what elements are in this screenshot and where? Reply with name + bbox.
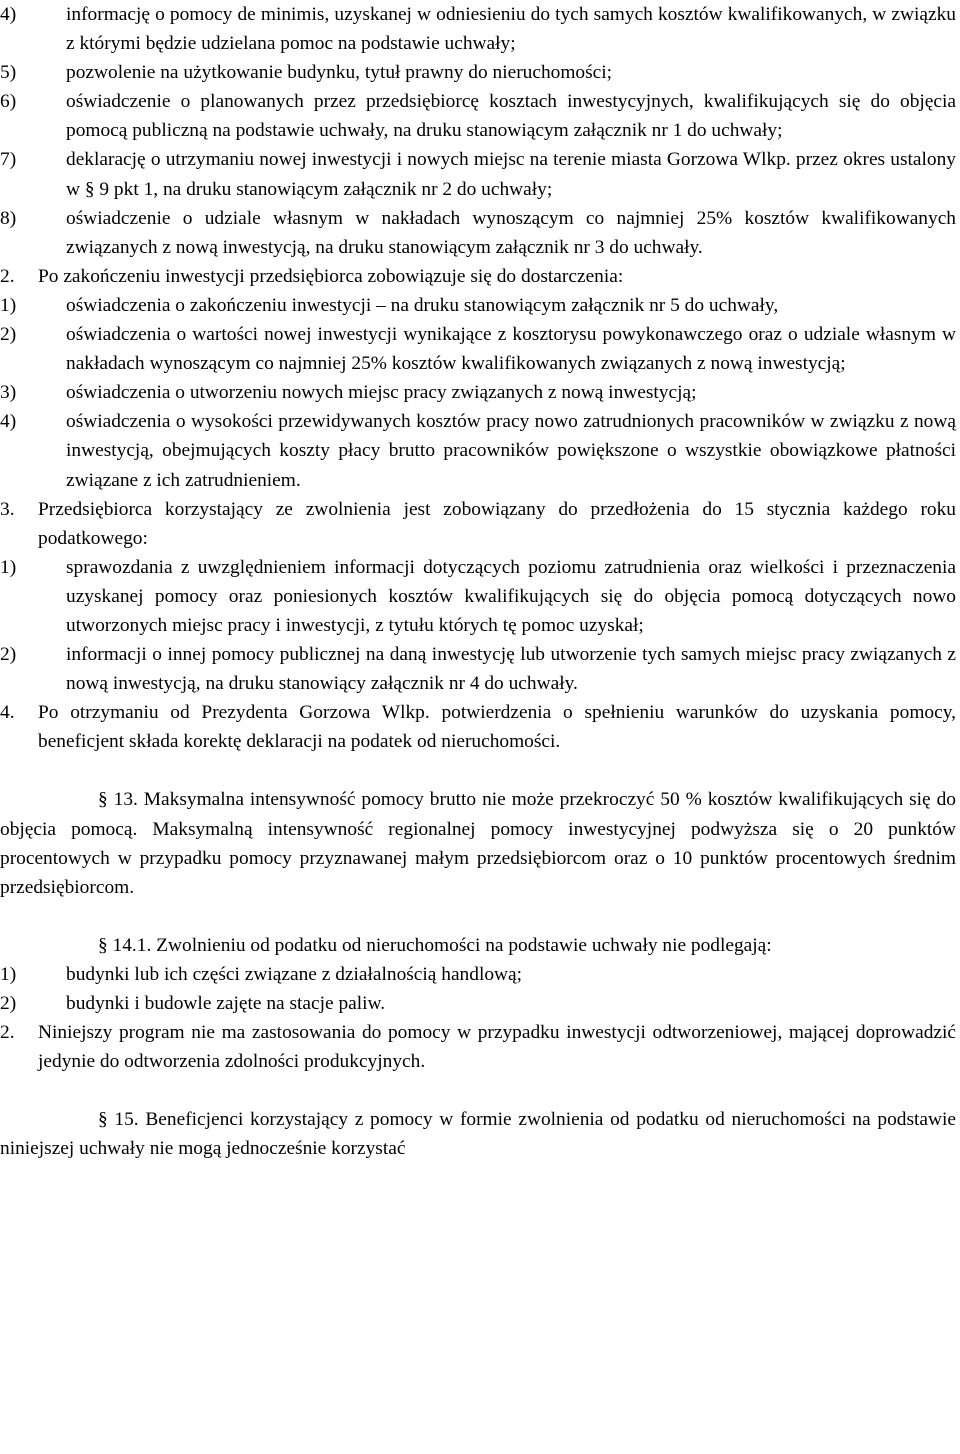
section-number: 2.: [0, 265, 15, 287]
list-item-4: [0, 0, 956, 58]
list-item-text: oświadczenia o zakończeniu inwestycji – na druku stanowiącym załącznik nr 5 do uchwały,: [66, 294, 779, 316]
section-number: 3.: [0, 498, 15, 520]
list-item-text: oświadczenie o planowanych przez przedsiębiorcę kosztach inwestycyjnych, kwalifikujących się do objęcia pomocą publiczną na podstawie uchwały, na druku stanowiącym załącznik nr 1 do uchwały;: [66, 91, 956, 142]
section-text: Po zakończeniu inwestycji przedsiębiorca zobowiązuje się do dostarczenia:: [38, 265, 624, 287]
list-item-text: budynki i budowle zajęte na stacje paliw.: [66, 993, 386, 1014]
list-item-7: [0, 145, 956, 203]
list-item-number: 2): [0, 993, 17, 1014]
list-item-text: budynki lub ich części związane z działalnością handlową;: [66, 963, 523, 985]
section-2-item-4: [0, 407, 956, 494]
list-item-text: oświadczenia o wysokości przewidywanych kosztów pracy nowo zatrudnionych pracowników w związku z nową inwestycją, obejmujących koszty płacy brutto pracowników powiększone o wszystkie obowiązkowe płatności związane z ich zatrudnieniem.: [66, 411, 956, 491]
paragraph-14-section-2: [0, 1018, 956, 1076]
list-item-number: 2): [0, 324, 17, 346]
list-item-number: 7): [0, 149, 17, 171]
section-number: 4.: [0, 702, 15, 724]
section-text: Niniejszy program nie ma zastosowania do pomocy w przypadku inwestycji odtworzeniowej, mającej doprowadzić jedynie do odtworzenia zdolności produkcyjnych.: [38, 1022, 956, 1073]
section-2-item-2: [0, 320, 956, 378]
list-item-text: oświadczenia o utworzeniu nowych miejsc pracy związanych z nową inwestycją;: [66, 382, 697, 404]
list-item-text: informacji o innej pomocy publicznej na daną inwestycję lub utworzenie tych samych miejsc pracy związanych z nową inwestycją, na druku stanowiący załącznik nr 4 do uchwały.: [66, 644, 956, 695]
list-item-6: [0, 87, 956, 145]
list-item-number: 6): [0, 91, 17, 113]
list-item-number: 4): [0, 411, 17, 433]
paragraph-14: § 14.1. Zwolnieniu od podatku od nieruchomości na podstawie uchwały nie podlegają:: [98, 934, 772, 956]
list-item-number: 2): [0, 644, 17, 666]
section-number: 2.: [0, 1022, 15, 1044]
section-2-item-3: [0, 378, 956, 407]
list-item-number: 8): [0, 207, 17, 229]
list-item-number: 5): [0, 62, 17, 84]
section-4: [0, 698, 956, 756]
list-item-text: informację o pomocy de minimis, uzyskanej w odniesieniu do tych samych kosztów kwalifikowanych, w związku z którymi będzie udzielana pomoc na podstawie uchwały;: [66, 4, 956, 55]
section-3-item-1: [0, 553, 956, 640]
section-text: Po otrzymaniu od Prezydenta Gorzowa Wlkp. potwierdzenia o spełnieniu warunków do uzyskania pomocy, beneficjent składa korektę deklaracji na podatek od nieruchomości.: [38, 702, 956, 753]
paragraph-15: § 15. Beneficjenci korzystający z pomocy w formie zwolnienia od podatku od nieruchomości na podstawie niniejszej uchwały nie mogą jednocześnie korzystać: [0, 1109, 956, 1160]
list-item-8: [0, 204, 956, 262]
list-item-text: oświadczenie o udziale własnym w nakładach wynoszącym co najmniej 25% kosztów kwalifikowanych związanych z nową inwestycją, na druku stanowiącym załącznik nr 3 do uchwały.: [66, 207, 956, 258]
section-3-item-2: [0, 640, 956, 698]
section-2: [0, 262, 956, 291]
section-3: [0, 495, 956, 553]
list-item-number: 3): [0, 382, 17, 404]
list-item-text: sprawozdania z uwzględnieniem informacji dotyczących poziomu zatrudnienia oraz wielkości i przeznaczenia uzyskanej pomocy oraz poniesionych kosztów kwalifikujących się do objęcia pomocą dotyczących nowo utworzonych miejsc pracy i inwestycji, z tytułu których tę pomoc uzyskał;: [66, 556, 956, 636]
paragraph-14-item-1: [0, 960, 956, 989]
list-item-text: deklarację o utrzymaniu nowej inwestycji i nowych miejsc na terenie miasta Gorzowa Wlkp. przez okres ustalony w § 9 pkt 1, na druku stanowiącym załącznik nr 2 do uchwały;: [66, 149, 956, 200]
paragraph-13: § 13. Maksymalna intensywność pomocy brutto nie może przekroczyć 50 % kosztów kwalifikujących się do objęcia pomocą. Maksymalną intensywność regionalnej pomocy inwestycyjnej podwyższa się o 20 punktów procentowych w przypadku pomocy przyznawanej małym przedsiębiorcom oraz o 10 punktów procentowych średnim przedsiębiorcom.: [0, 789, 956, 898]
list-item-number: 1): [0, 963, 17, 985]
list-item-5: [0, 58, 956, 87]
list-item-text: pozwolenie na użytkowanie budynku, tytuł prawny do nieruchomości;: [66, 62, 613, 84]
section-text: Przedsiębiorca korzystający ze zwolnienia jest zobowiązany do przedłożenia do 15 stycznia każdego roku podatkowego:: [38, 498, 956, 549]
list-item-text: oświadczenia o wartości nowej inwestycji wynikające z kosztorysu powykonawczego oraz o udziale własnym w nakładach wynoszącym co najmniej 25% kosztów kwalifikowanych związanych z nową inwestycją;: [66, 324, 956, 375]
list-item-number: 1): [0, 294, 17, 316]
list-item-number: 4): [0, 4, 17, 25]
paragraph-14-item-2: [0, 989, 956, 1018]
list-item-number: 1): [0, 556, 17, 578]
section-2-item-1: [0, 291, 956, 320]
